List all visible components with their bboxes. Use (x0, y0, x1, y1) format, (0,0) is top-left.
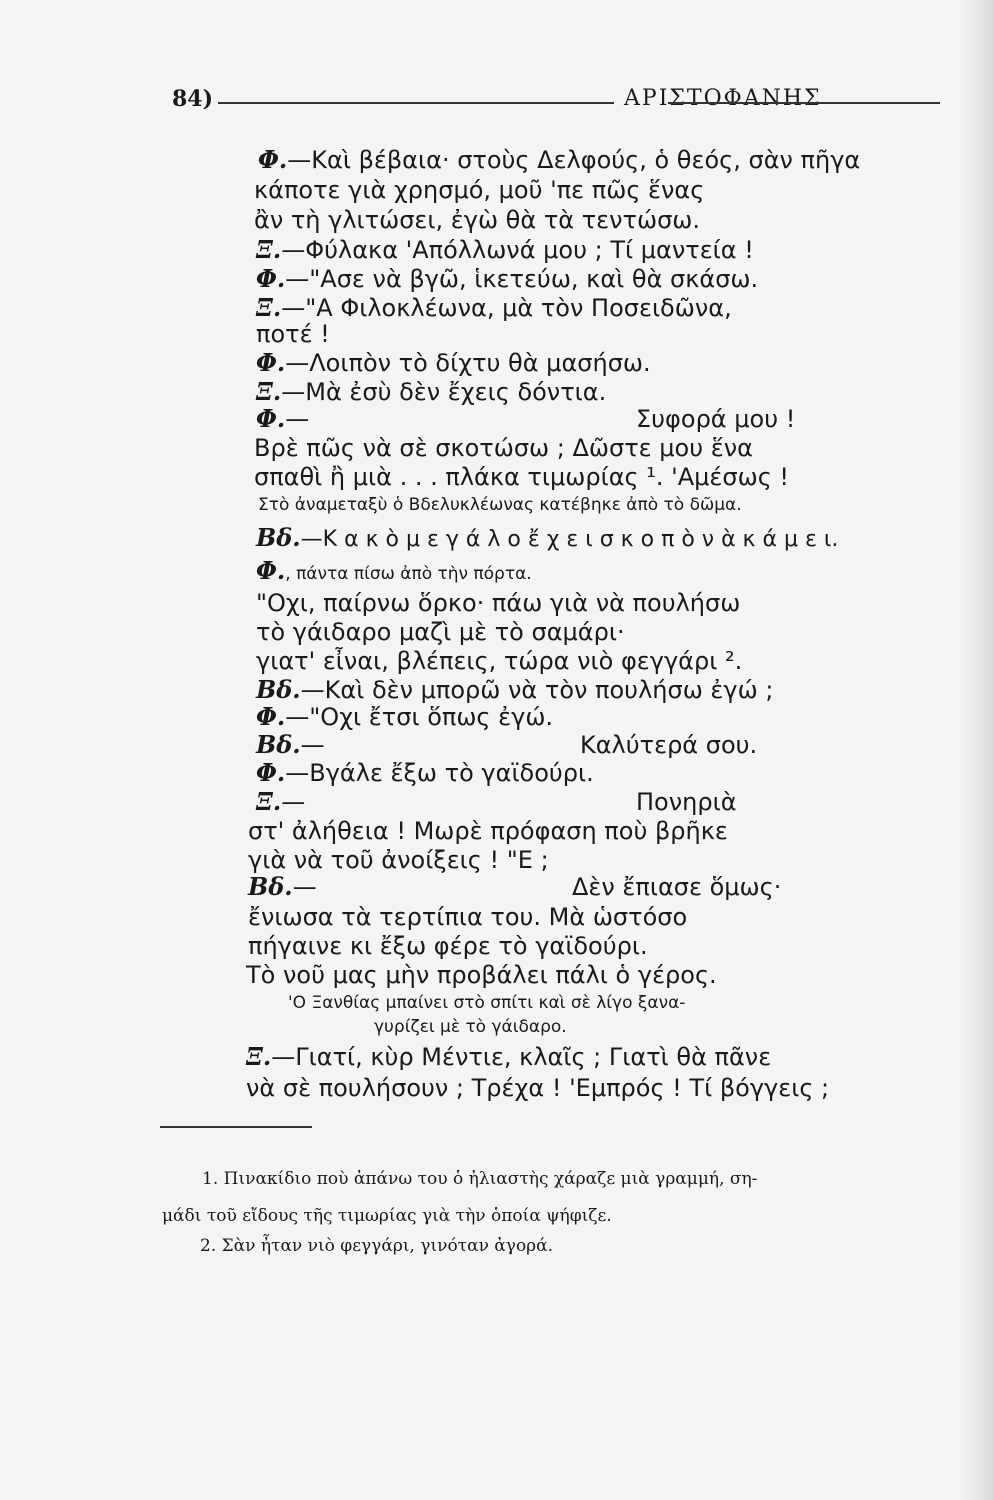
verse-line: Ξ.—Μὰ ἐσὺ δὲν ἔχεις δόντια. (256, 377, 607, 406)
verse-line: Βδ.— Δὲν ἔπιασε ὅμως· (248, 872, 782, 901)
stage-direction: Φ., πάντα πίσω ἀπὸ τὴν πόρτα. (256, 556, 532, 585)
verse-line: Βδ.— Καλύτερά σου. (256, 730, 758, 759)
verse-line: Ξ.—"Α Φιλοκλέωνα, μὰ τὸν Ποσειδῶνα, (256, 293, 732, 322)
footnote: 1. Πινακίδιο ποὺ ἀπάνω του ὁ ἠλιαστὴς χάραζε μιὰ γραμμή, ση- (202, 1169, 758, 1189)
page-edge-shadow (958, 0, 994, 1500)
verse-line: Βδ.—Κ α κ ὸ μ ε γ ά λ ο ἔ χ ε ι σ κ ο π ὸ ν ὰ κ ά μ ε ι. (256, 523, 839, 552)
verse-line: Φ.—"Ασε νὰ βγῶ, ἱκετεύω, καὶ θὰ σκάσω. (256, 264, 759, 293)
verse-line: στ' ἀλήθεια ! Μωρὲ πρόφαση ποὺ βρῆκε (248, 817, 728, 845)
stage-direction: γυρίζει μὲ τὸ γάιδαρο. (374, 1017, 567, 1037)
verse-line: Φ.— Συφορά μου ! (256, 404, 796, 433)
verse-line: τὸ γάιδαρο μαζὶ μὲ τὸ σαμάρι· (256, 618, 625, 646)
footnote-rule (160, 1126, 312, 1128)
verse-line: σπαθὶ ἢ μιὰ . . . πλάκα τιμωρίας ¹. 'Αμέσως ! (254, 463, 790, 491)
verse-line: πήγαινε κι ἔξω φέρε τὸ γαϊδούρι. (248, 932, 648, 960)
verse-line: Βδ.—Καὶ δὲν μπορῶ νὰ τὸν πουλήσω ἐγώ ; (256, 675, 774, 704)
page-number: 84) (172, 86, 214, 112)
verse-line: κάποτε γιὰ χρησμό, μοῦ 'πε πῶς ἕνας (254, 176, 705, 204)
footnote: 2. Σὰν ἦταν νιὸ φεγγάρι, γινόταν ἀγορά. (200, 1236, 554, 1256)
header-rule-right (668, 102, 940, 104)
verse-line: Ξ.—Γιατί, κὺρ Μέντιε, κλαῖς ; Γιατὶ θὰ πᾶνε (246, 1042, 772, 1071)
verse-line: Ξ.— Πονηριὰ (256, 787, 737, 816)
footnote: μάδι τοῦ εἴδους τῆς τιμωρίας γιὰ τὴν ὁποία ψήφιζε. (162, 1206, 612, 1226)
verse-line: γιατ' εἶναι, βλέπεις, τώρα νιὸ φεγγάρι ². (256, 647, 743, 675)
verse-line: Φ.—Βγάλε ἔξω τὸ γαϊδούρι. (256, 758, 594, 787)
verse-line: Φ.—Λοιπὸν τὸ δίχτυ θὰ μασήσω. (256, 348, 651, 377)
verse-line: Ξ.—Φύλακα 'Απόλλωνά μου ; Τί μαντεία ! (256, 235, 754, 264)
verse-line: Τὸ νοῦ μας μὴν προβάλει πάλι ὁ γέρος. (246, 961, 717, 989)
running-title: ΑΡΙΣΤΟΦΑΝΗΣ (624, 86, 822, 111)
header-rule-left (218, 102, 614, 104)
verse-line: ἔνιωσα τὰ τερτίπια του. Μὰ ὡστόσο (248, 903, 688, 931)
stage-direction: 'Ο Ξανθίας μπαίνει στὸ σπίτι καὶ σὲ λίγο ξανα- (288, 993, 686, 1013)
verse-line: Βρὲ πῶς νὰ σὲ σκοτώσω ; Δῶστε μου ἕνα (254, 434, 753, 462)
verse-line: Φ.—Καὶ βέβαια· στοὺς Δελφούς, ὁ θεός, σὰν πῆγα (258, 145, 861, 174)
verse-line: Φ.—"Οχι ἔτσι ὅπως ἐγώ. (256, 702, 554, 731)
running-header (172, 80, 942, 114)
verse-line: ἂν τὴ γλιτώσει, ἐγὼ θὰ τὰ τεντώσω. (254, 206, 701, 234)
verse-line: "Οχι, παίρνω ὅρκο· πάω γιὰ νὰ πουλήσω (256, 589, 741, 617)
stage-direction: Στὸ ἀναμεταξὺ ὁ Βδελυκλέωνας κατέβηκε ἀπὸ τὸ δῶμα. (258, 495, 742, 515)
verse-line: ποτέ ! (256, 320, 330, 348)
verse-line: νὰ σὲ πουλήσουν ; Τρέχα ! 'Εμπρός ! Τί βόγγεις ; (246, 1074, 830, 1102)
verse-line: γιὰ νὰ τοῦ ἀνοίξεις ! "Ε ; (248, 846, 549, 874)
